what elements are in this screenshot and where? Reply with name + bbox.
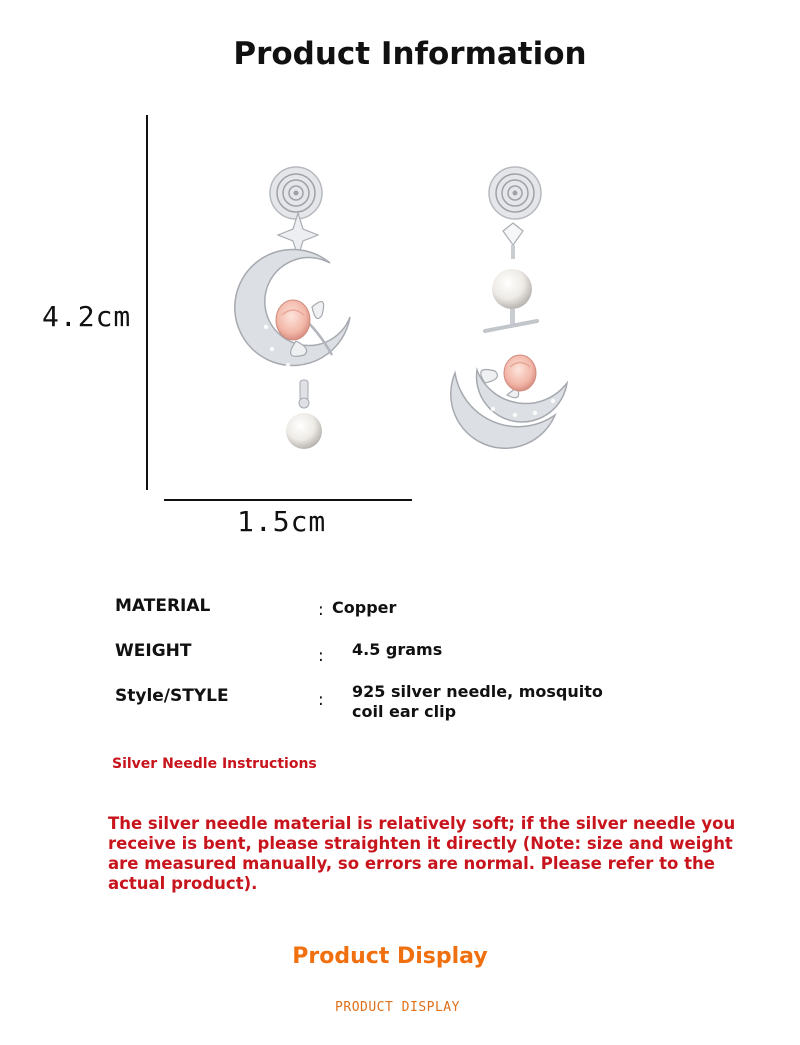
spec-value-weight: 4.5 grams xyxy=(352,640,443,659)
spec-label-weight: WEIGHT xyxy=(115,641,192,661)
width-dimension-label: 1.5cm xyxy=(237,505,327,538)
spec-label-style: Style/STYLE xyxy=(115,686,229,706)
height-dimension-line xyxy=(146,115,148,490)
height-dimension-label: 4.2cm xyxy=(42,300,132,333)
spec-value-style: 925 silver needle, mosquito coil ear clip xyxy=(352,682,603,721)
silver-needle-instructions-title: Silver Needle Instructions xyxy=(112,756,317,772)
product-display-title: Product Display xyxy=(292,944,488,969)
spec-colon: : xyxy=(318,600,324,620)
silver-needle-instructions-text: The silver needle material is relatively soft; if the silver needle you receive is bent, please straighten it directly (Note: size and weight are measured manually, so errors are normal. Please refer to the actual product). xyxy=(108,814,736,893)
width-dimension-line xyxy=(164,499,412,501)
moon-rose-earring-with-pearl-icon xyxy=(415,165,615,465)
product-display-subtitle: PRODUCT DISPLAY xyxy=(335,1000,460,1015)
spec-value-material: Copper xyxy=(332,598,397,617)
moon-rose-earring-with-pearl-drop-icon xyxy=(200,165,400,465)
page-title: Product Information xyxy=(233,36,587,72)
spec-colon: : xyxy=(318,690,324,710)
spec-label-material: MATERIAL xyxy=(115,596,211,616)
spec-colon: : xyxy=(318,646,324,666)
